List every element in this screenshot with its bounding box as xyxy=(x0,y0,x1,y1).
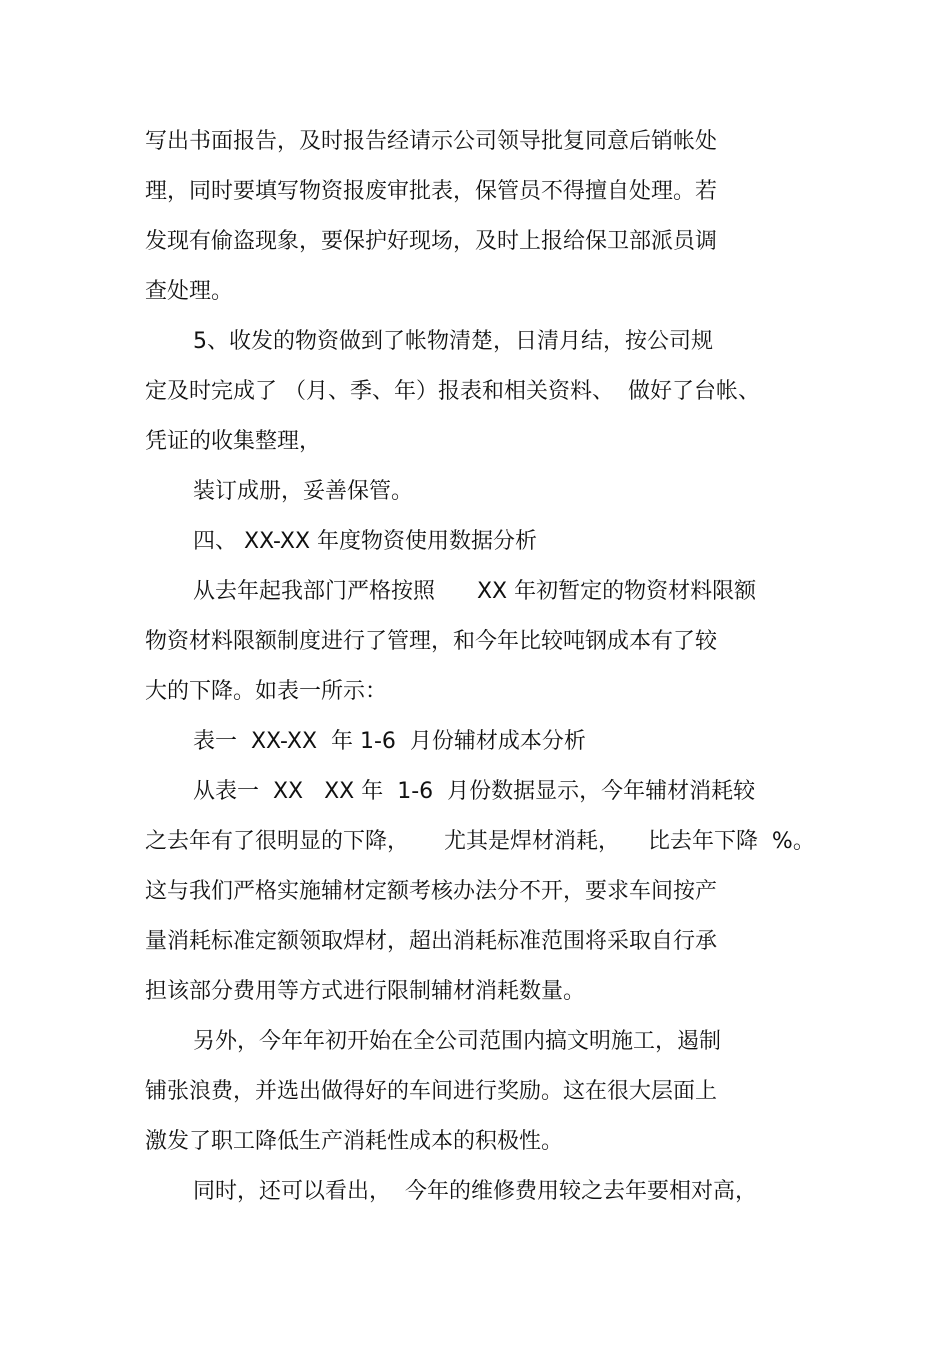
text-line: 装订成册，妥善保管。 xyxy=(193,479,414,504)
text-line: 查处理。 xyxy=(145,279,234,304)
text-line: 理，同时要填写物资报废审批表，保管员不得擅自处理。若 xyxy=(145,179,718,204)
text-line: 5、收发的物资做到了帐物清楚，日清月结，按公司规 xyxy=(193,329,713,354)
text-line: 从表一 XX XX 年 1-6 月份数据显示，今年辅材消耗较 xyxy=(193,779,756,804)
text-line: 另外，今年年初开始在全公司范围内搞文明施工，遏制 xyxy=(193,1029,722,1054)
text-line: 发现有偷盗现象，要保护好现场，及时上报给保卫部派员调 xyxy=(145,229,718,254)
text-line: 担该部分费用等方式进行限制辅材消耗数量。 xyxy=(145,979,586,1004)
text-line: 激发了职工降低生产消耗性成本的积极性。 xyxy=(145,1129,564,1154)
text-line: 大的下降。如表一所示： xyxy=(145,679,388,704)
text-line: 定及时完成了 （月、季、年）报表和相关资料、 做好了台帐、 xyxy=(145,379,760,404)
text-line: 量消耗标准定额领取焊材，超出消耗标准范围将采取自行承 xyxy=(145,929,718,954)
table-caption: 表一 XX-XX 年 1-6 月份辅材成本分析 xyxy=(193,729,586,754)
text-line: 物资材料限额制度进行了管理，和今年比较吨钢成本有了较 xyxy=(145,629,718,654)
text-line: 凭证的收集整理， xyxy=(145,429,322,454)
section-heading: 四、 XX-XX 年度物资使用数据分析 xyxy=(193,529,538,554)
text-line: 写出书面报告，及时报告经请示公司领导批复同意后销帐处 xyxy=(145,129,718,154)
text-line: 同时，还可以看出， 今年的维修费用较之去年要相对高， xyxy=(193,1179,757,1204)
text-line: 铺张浪费，并选出做得好的车间进行奖励。这在很大层面上 xyxy=(145,1079,718,1104)
text-line: 从去年起我部门严格按照 XX 年初暂定的物资材料限额 xyxy=(193,579,757,604)
text-line: 这与我们严格实施辅材定额考核办法分不开，要求车间按产 xyxy=(145,879,718,904)
text-line: 之去年有了很明显的下降， 尤其是焊材消耗， 比去年下降 %。 xyxy=(145,829,815,854)
